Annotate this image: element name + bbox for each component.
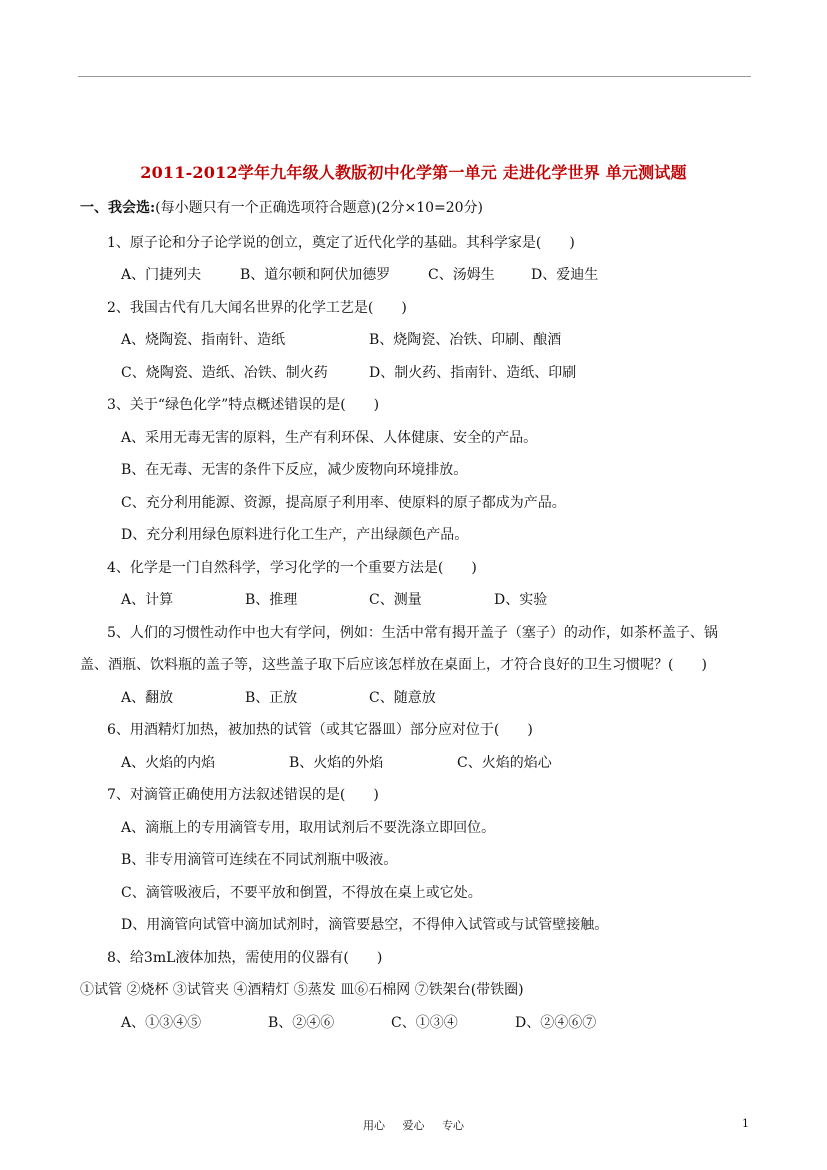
option: C、滴管吸液后，不要平放和倒置，不得放在桌上或它处。 [121, 885, 482, 901]
question-stem: 3、关于“绿色化学”特点概述错误的是( ) [107, 397, 380, 413]
option: B、在无毒、无害的条件下反应，减少废物向环境排放。 [121, 462, 468, 478]
question-stem: 2、我国古代有几大闻名世界的化学工艺是( ) [107, 300, 407, 316]
question-stem: 4、化学是一门自然科学，学习化学的一个重要方法是( ) [107, 560, 477, 576]
option: C、烧陶瓷、造纸、冶铁、制火药 [121, 365, 328, 381]
option: C、火焰的焰心 [457, 755, 552, 771]
question-stem-continued: 盖、酒瓶、饮料瓶的盖子等，这些盖子取下后应该怎样放在桌面上，才符合良好的卫生习惯呢？( ) [80, 657, 707, 673]
option: A、滴瓶上的专用滴管专用，取用试剂后不要洗涤立即回位。 [121, 820, 496, 836]
option: D、爱迪生 [531, 267, 599, 283]
document-title: 2011-2012学年九年级人教版初中化学第一单元 走进化学世界 单元测试题 [140, 163, 687, 182]
section-heading [80, 197, 483, 217]
option: B、非专用滴管可连续在不同试剂瓶中吸液。 [121, 852, 398, 868]
option: C、测量 [369, 592, 422, 608]
option: C、①③④ [391, 1015, 458, 1031]
question-stem: 8、给3mL液体加热，需使用的仪器有( ) [107, 950, 383, 966]
option: D、②④⑥⑦ [515, 1015, 597, 1031]
option: C、汤姆生 [428, 267, 495, 283]
section-instruction: (每小题只有一个正确选项符合题意)(2分×10=20分) [155, 200, 484, 216]
option: A、火焰的内焰 [121, 755, 216, 771]
question-stem: 7、对滴管正确使用方法叙述错误的是( ) [107, 787, 379, 803]
option: B、火焰的外焰 [289, 755, 384, 771]
question-stem: 6、用酒精灯加热，被加热的试管（或其它器皿）部分应对位于( ) [107, 722, 533, 738]
option: C、随意放 [369, 690, 436, 706]
option: A、烧陶瓷、指南针、造纸 [121, 332, 286, 348]
option: C、充分利用能源、资源，提高原子利用率、使原料的原子都成为产品。 [121, 495, 566, 511]
option: A、采用无毒无害的原料，生产有利环保、人体健康、安全的产品。 [121, 430, 538, 446]
page-footer: 用心 爱心 专心 [363, 1119, 464, 1132]
option: A、计算 [121, 592, 174, 608]
option: B、道尔顿和阿伏加德罗 [240, 267, 391, 283]
question-stem: 5、人们的习惯性动作中也大有学问，例如：生活中常有揭开盖子（塞子）的动作，如茶杯盖子、锅 [107, 625, 718, 641]
option: B、推理 [245, 592, 298, 608]
option: B、②④⑥ [268, 1015, 335, 1031]
option: A、门捷列夫 [121, 267, 202, 283]
option: A、①③④⑤ [121, 1015, 202, 1031]
option: A、翻放 [121, 690, 174, 706]
header-rule [78, 76, 751, 77]
option: B、正放 [245, 690, 298, 706]
apparatus-list: ①试管 ②烧杯 ③试管夹 ④酒精灯 ⑤蒸发 皿⑥石棉网 ⑦铁架台(带铁圈) [80, 982, 524, 998]
section-label: 一、我会选: [80, 200, 156, 216]
page-number: 1 [742, 1117, 749, 1130]
option: D、充分利用绿色原料进行化工生产，产出绿颜色产品。 [121, 527, 469, 543]
option: D、实验 [494, 592, 548, 608]
option: B、烧陶瓷、冶铁、印刷、酿酒 [369, 332, 562, 348]
question-stem: 1、原子论和分子论学说的创立，奠定了近代化学的基础。其科学家是( ) [107, 235, 575, 251]
option: D、制火药、指南针、造纸、印刷 [369, 365, 577, 381]
option: D、用滴管向试管中滴加试剂时，滴管要悬空，不得伸入试管或与试管壁接触。 [121, 917, 609, 933]
